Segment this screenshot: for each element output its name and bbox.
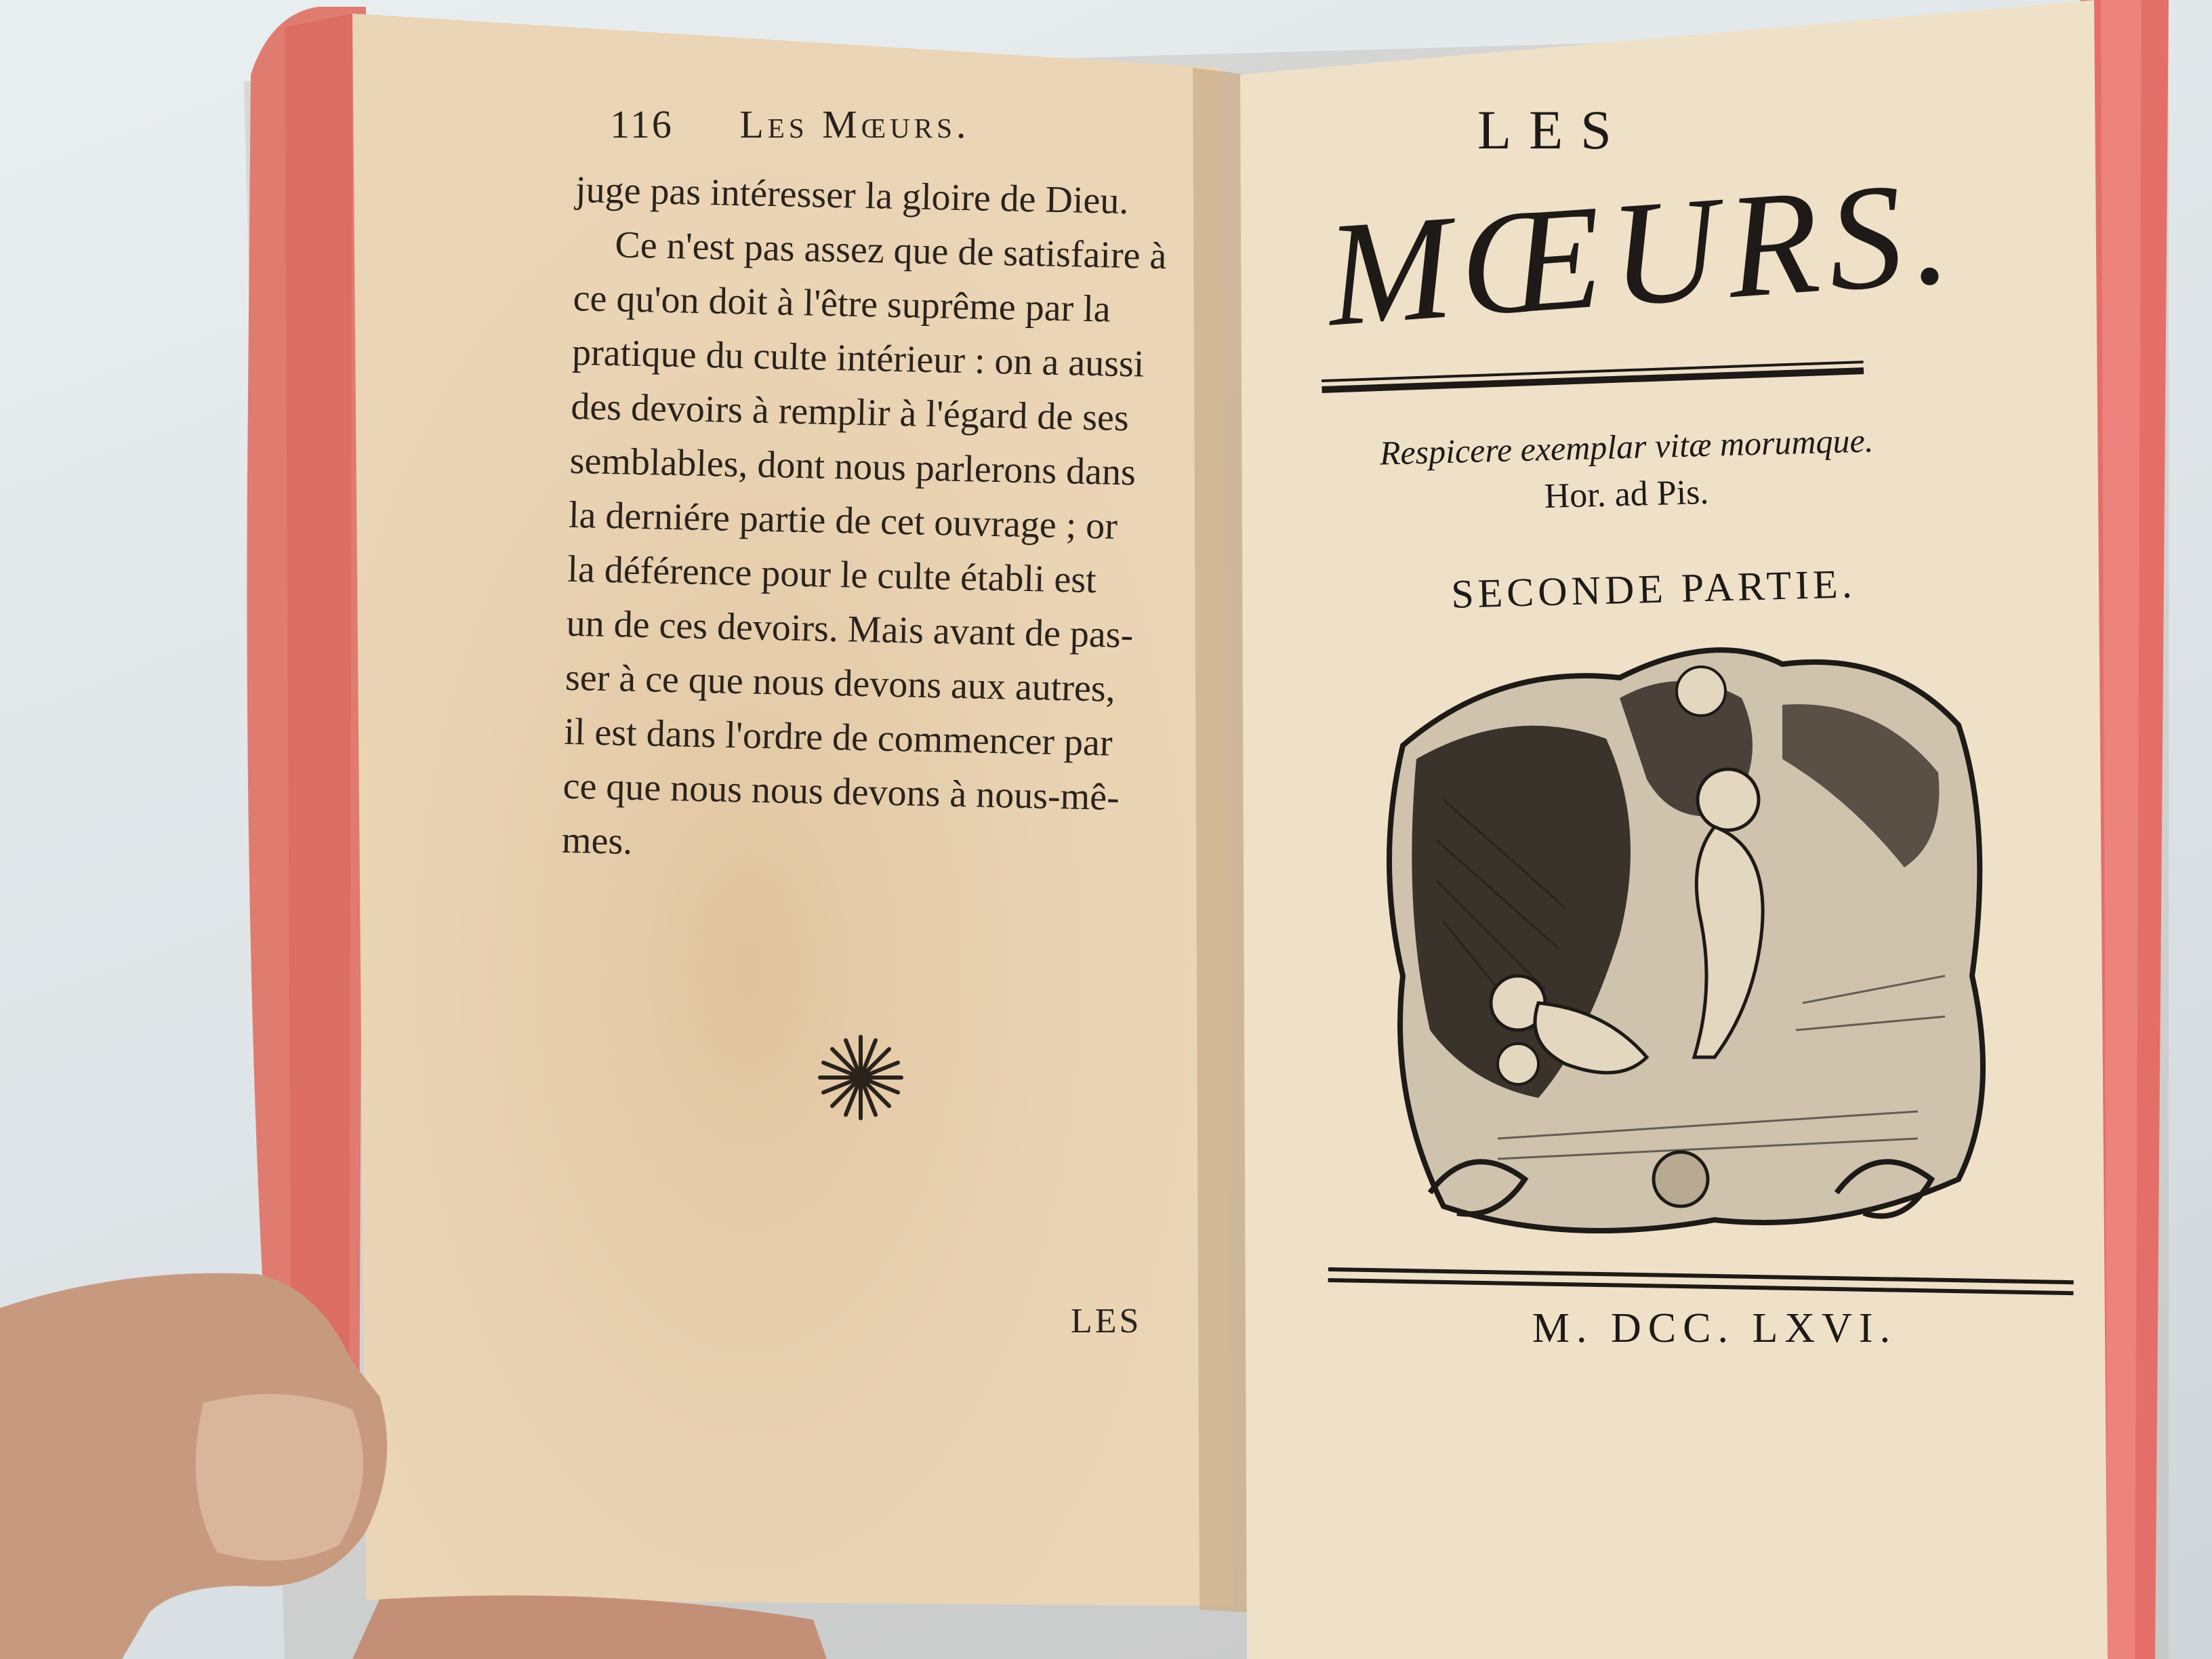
part-heading: SECONDE PARTIE. bbox=[1450, 561, 1857, 617]
text-line: semblables, dont nous parlerons dans bbox=[569, 439, 1136, 494]
body-text bbox=[561, 163, 1172, 880]
text-line: la derniére partie de cet ouvrage ; or bbox=[568, 493, 1118, 548]
fleuron-ornament-icon bbox=[813, 1030, 908, 1125]
text-line: mes. bbox=[561, 819, 633, 863]
left-page bbox=[352, 61, 1227, 1606]
text-line: la déférence pour le culte établi est bbox=[567, 548, 1097, 602]
title-rule bbox=[1322, 361, 1864, 389]
text-line: ce qu'on doit à l'être suprême par la bbox=[573, 276, 1111, 331]
running-header bbox=[610, 102, 1288, 147]
imprint-date: M. DCC. LXVI. bbox=[1532, 1305, 1898, 1351]
text-line: ce que nous nous devons à nous-mê- bbox=[562, 764, 1120, 819]
engraved-vignette-cherubs bbox=[1362, 623, 2006, 1267]
text-line: juge pas intéresser la gloire de Dieu. bbox=[575, 168, 1130, 223]
right-page bbox=[1240, 41, 2087, 1620]
catchword: LES bbox=[1071, 1302, 1142, 1340]
date-rule bbox=[1328, 1267, 2074, 1307]
epigraph: Respicere exemplar vitæ morumque. bbox=[1379, 421, 1874, 472]
epigraph-source: Hor. ad Pis. bbox=[1543, 472, 1710, 516]
running-head: Les Mœurs. bbox=[739, 102, 970, 146]
text-line: il est dans l'ordre de commencer par bbox=[563, 710, 1113, 764]
text-line: pratique du culte intérieur : on a aussi bbox=[571, 331, 1145, 386]
text-line: un de ces devoirs. Mais avant de pas- bbox=[566, 602, 1134, 657]
text-line: ser à ce que nous devons aux autres, bbox=[565, 656, 1116, 710]
page-number: 116 bbox=[610, 102, 674, 146]
title-main: MŒURS. bbox=[1322, 148, 1965, 358]
title-top: LES bbox=[1477, 99, 1629, 161]
text-line: Ce n'est pas assez que de satisfaire à bbox=[614, 224, 1167, 278]
text-line: des devoirs à remplir à l'égard de ses bbox=[570, 385, 1130, 440]
